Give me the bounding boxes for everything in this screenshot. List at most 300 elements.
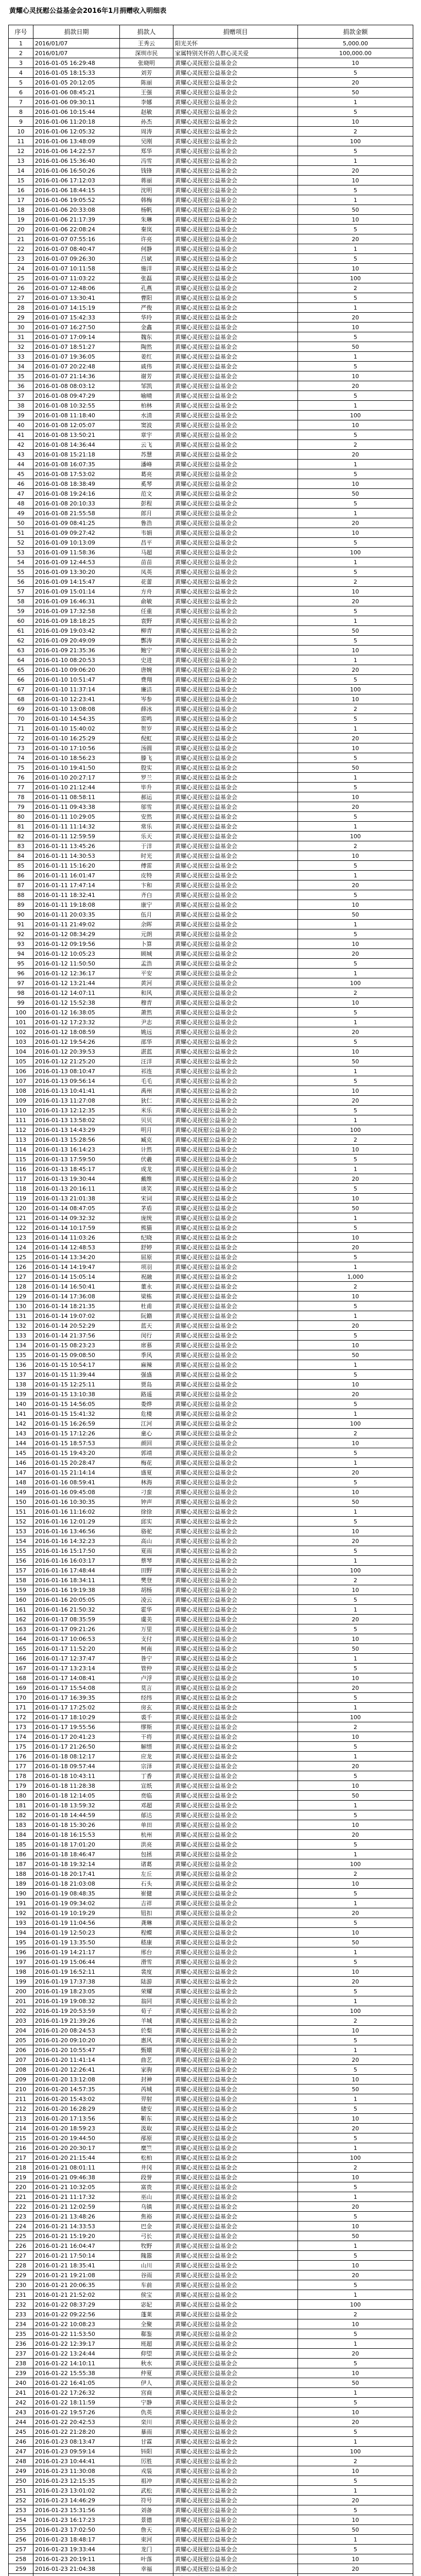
row-no-cell: 209	[9, 2075, 33, 2084]
row-no-cell: 18	[9, 205, 33, 215]
table-row	[9, 411, 413, 420]
row-date-cell: 2016-01-10 08:20:53	[33, 655, 120, 665]
row-no-cell: 228	[9, 2261, 33, 2270]
row-date-cell: 2016-01-16 19:19:38	[33, 1585, 120, 1595]
row-donor-cell: 龙门	[120, 2545, 173, 2554]
row-donor-cell: 侯宝	[120, 2290, 173, 2300]
row-date-cell: 2016-01-06 19:05:52	[33, 195, 120, 205]
table-row	[9, 2143, 413, 2153]
row-no-cell: 216	[9, 2143, 33, 2153]
row-no-cell: 239	[9, 2368, 33, 2378]
row-donor-cell: 谢芳	[120, 371, 173, 381]
row-date-cell: 2016-01-07 11:03:22	[33, 274, 120, 283]
table-row	[9, 274, 413, 283]
row-date-cell: 2016-01-08 18:38:49	[33, 479, 120, 489]
row-donor-cell: 施洋	[120, 264, 173, 274]
row-donor-cell: 左丘	[120, 1869, 173, 1879]
row-project-cell: 黄耀心灵抚慰公益基金会	[173, 1722, 298, 1732]
table-row	[9, 2496, 413, 2505]
row-date-cell: 2016-01-18 12:14:05	[33, 1791, 120, 1801]
row-amount-cell: 20	[298, 1977, 413, 1987]
table-row	[9, 1615, 413, 1624]
row-donor-cell: 郎月	[120, 509, 173, 518]
row-no-cell: 163	[9, 1624, 33, 1634]
row-date-cell: 2016-01-21 11:17:32	[33, 2192, 120, 2202]
row-no-cell: 103	[9, 1037, 33, 1047]
row-date-cell: 2016-01-12 09:19:56	[33, 939, 120, 949]
row-amount-cell: 1	[298, 2045, 413, 2055]
row-donor-cell: 卞和	[120, 880, 173, 890]
row-project-cell: 黄耀心灵抚慰公益基金会	[173, 450, 298, 460]
row-no-cell: 47	[9, 489, 33, 499]
row-no-cell: 176	[9, 1752, 33, 1761]
row-project-cell: 黄耀心灵抚慰公益基金会	[173, 626, 298, 636]
row-project-cell: 黄耀心灵抚慰公益基金会	[173, 783, 298, 792]
row-donor-cell: 云飞	[120, 440, 173, 450]
row-project-cell: 黄耀心灵抚慰公益基金会	[173, 2378, 298, 2388]
table-row	[9, 763, 413, 773]
row-date-cell: 2016-01-08 15:21:18	[33, 450, 120, 460]
row-donor-cell: 糜竺	[120, 2143, 173, 2153]
row-amount-cell: 100	[298, 2153, 413, 2163]
row-donor-cell: 宁静	[120, 2398, 173, 2408]
row-project-cell: 黄耀心灵抚慰公益基金会	[173, 489, 298, 499]
row-donor-cell: 巫山	[120, 2192, 173, 2202]
row-amount-cell: 1	[298, 2339, 413, 2349]
row-donor-cell: 羊城	[120, 2016, 173, 2026]
row-donor-cell: 费翔	[120, 675, 173, 685]
row-project-cell: 黄耀心灵抚慰公益基金会	[173, 1859, 298, 1869]
table-row	[9, 1018, 413, 1027]
row-date-cell: 2016-01-18 09:57:44	[33, 1761, 120, 1771]
row-date-cell: 2016-01-17 18:10:29	[33, 1713, 120, 1722]
row-donor-cell: 顾城	[120, 949, 173, 959]
row-date-cell: 2016-01-23 15:31:56	[33, 2505, 120, 2515]
row-donor-cell: 伍月	[120, 910, 173, 920]
row-project-cell: 黄耀心灵抚慰公益基金会	[173, 1947, 298, 1957]
row-project-cell: 黄耀心灵抚慰公益基金会	[173, 2182, 298, 2192]
row-donor-cell: 王强	[120, 88, 173, 97]
table-row	[9, 949, 413, 959]
table-row	[9, 1673, 413, 1683]
row-amount-cell: 50	[298, 1791, 413, 1801]
row-donor-cell: 邢台	[120, 1947, 173, 1957]
row-no-cell: 121	[9, 1213, 33, 1223]
row-date-cell: 2016-01-07 19:36:05	[33, 352, 120, 362]
row-no-cell: 171	[9, 1703, 33, 1713]
row-donor-cell: 滕飞	[120, 753, 173, 763]
row-project-cell: 黄耀心灵抚慰公益基金会	[173, 2133, 298, 2143]
table-row	[9, 1566, 413, 1575]
table-row	[9, 215, 413, 225]
row-project-cell: 黄耀心灵抚慰公益基金会	[173, 518, 298, 528]
row-project-cell: 黄耀心灵抚慰公益基金会	[173, 2006, 298, 2016]
row-no-cell: 257	[9, 2545, 33, 2554]
row-no-cell: 21	[9, 234, 33, 244]
row-project-cell: 黄耀心灵抚慰公益基金会	[173, 1399, 298, 1409]
row-project-cell	[173, 2574, 298, 2576]
table-row	[9, 1987, 413, 1996]
table-row	[9, 1438, 413, 1448]
table-row	[9, 283, 413, 293]
row-date-cell: 2016-01-21 21:52:02	[33, 2290, 120, 2300]
row-project-cell: 黄耀心灵抚慰公益基金会	[173, 2290, 298, 2300]
row-donor-cell: 明月	[120, 1125, 173, 1135]
row-date-cell: 2016-01-17 14:08:41	[33, 1673, 120, 1683]
row-amount-cell: 10	[298, 587, 413, 597]
table-row	[9, 1458, 413, 1468]
row-no-cell: 124	[9, 1243, 33, 1252]
table-row	[9, 499, 413, 509]
row-date-cell: 2016/01/07	[33, 39, 120, 48]
row-no-cell: 165	[9, 1644, 33, 1654]
row-no-cell: 154	[9, 1536, 33, 1546]
row-donor-cell: 熊猫	[120, 1223, 173, 1233]
row-amount-cell: 5	[298, 1037, 413, 1047]
row-date-cell: 2016-01-09 13:30:20	[33, 567, 120, 577]
row-no-cell: 120	[9, 1204, 33, 1213]
row-project-cell: 黄耀心灵抚慰公益基金会	[173, 832, 298, 841]
row-amount-cell: 100	[298, 1859, 413, 1869]
row-amount-cell: 1	[298, 1066, 413, 1076]
row-project-cell: 黄耀心灵抚慰公益基金会	[173, 1047, 298, 1057]
row-no-cell: 56	[9, 577, 33, 587]
row-donor-cell: 贝贝	[120, 1115, 173, 1125]
table-row	[9, 1341, 413, 1350]
row-project-cell: 黄耀心灵抚慰公益基金会	[173, 714, 298, 724]
row-amount-cell: 1	[298, 969, 413, 978]
table-row	[9, 2084, 413, 2094]
table-row	[9, 2231, 413, 2241]
row-amount-cell: 5	[298, 861, 413, 871]
row-donor-cell: 梅花	[120, 1458, 173, 1468]
row-donor-cell: 仰望	[120, 2349, 173, 2359]
row-no-cell: 11	[9, 137, 33, 146]
table-row	[9, 636, 413, 646]
row-donor-cell: 滑雪	[120, 1957, 173, 1967]
row-project-cell: 黄耀心灵抚慰公益基金会	[173, 2349, 298, 2359]
table-row	[9, 2006, 413, 2016]
row-amount-cell: 20	[298, 1761, 413, 1771]
row-no-cell: 31	[9, 332, 33, 342]
row-project-cell: 黄耀心灵抚慰公益基金会	[173, 117, 298, 127]
row-date-cell: 2016-01-06 21:17:39	[33, 215, 120, 225]
row-date-cell: 2016-01-06 10:15:44	[33, 107, 120, 117]
row-date-cell: 2016-01-14 18:21:35	[33, 1301, 120, 1311]
table-row	[9, 969, 413, 978]
row-date-cell: 2016-01-18 10:43:11	[33, 1771, 120, 1781]
row-donor-cell: 方舟	[120, 587, 173, 597]
row-donor-cell: 栾川	[120, 2417, 173, 2427]
row-donor-cell: 翁同	[120, 1996, 173, 2006]
row-amount-cell: 5	[298, 1399, 413, 1409]
row-amount-cell: 20	[298, 1908, 413, 1918]
row-project-cell: 黄耀心灵抚慰公益基金会	[173, 704, 298, 714]
row-donor-cell: 柏林	[120, 401, 173, 411]
table-row	[9, 1830, 413, 1840]
row-no-cell: 125	[9, 1252, 33, 1262]
row-date-cell: 2016-01-06 22:08:24	[33, 225, 120, 234]
row-donor-cell: 酆涛	[120, 636, 173, 646]
table-row	[9, 753, 413, 763]
row-project-cell: 黄耀心灵抚慰公益基金会	[173, 2398, 298, 2408]
row-date-cell: 2016-01-23 16:17:23	[33, 2515, 120, 2525]
table-row	[9, 107, 413, 117]
row-donor-cell: 殷实	[120, 763, 173, 773]
row-no-cell: 175	[9, 1742, 33, 1752]
row-donor-cell: 昝宁	[120, 1654, 173, 1664]
row-project-cell: 黄耀心灵抚慰公益基金会	[173, 234, 298, 244]
table-row	[9, 1752, 413, 1761]
row-amount-cell: 1	[298, 244, 413, 254]
row-donor-cell: 符号	[120, 2496, 173, 2505]
row-project-cell: 黄耀心灵抚慰公益基金会	[173, 851, 298, 861]
row-project-cell: 黄耀心灵抚慰公益基金会	[173, 2280, 298, 2290]
table-row	[9, 2554, 413, 2564]
table-row	[9, 1106, 413, 1115]
row-no-cell: 91	[9, 920, 33, 929]
table-row	[9, 2564, 413, 2574]
row-date-cell: 2016-01-20 19:44:50	[33, 2133, 120, 2143]
row-project-cell: 黄耀心灵抚慰公益基金会	[173, 1301, 298, 1311]
row-amount-cell: 5	[298, 2036, 413, 2045]
row-project-cell: 黄耀心灵抚慰公益基金会	[173, 2055, 298, 2065]
row-donor-cell: 林海	[120, 1478, 173, 1487]
row-no-cell: 3	[9, 58, 33, 68]
table-row	[9, 2094, 413, 2104]
table-row	[9, 88, 413, 97]
row-no-cell: 220	[9, 2182, 33, 2192]
table-row	[9, 1448, 413, 1458]
row-no-cell: 36	[9, 381, 33, 391]
row-date-cell: 2016-01-07 10:11:58	[33, 264, 120, 274]
row-donor-cell: 牧野	[120, 2241, 173, 2251]
row-donor-cell: 乐天	[120, 832, 173, 841]
row-donor-cell: 山川	[120, 2261, 173, 2270]
row-date-cell: 2016-01-14 15:05:14	[33, 1272, 120, 1282]
row-project-cell: 黄耀心灵抚慰公益基金会	[173, 1497, 298, 1507]
row-no-cell: 170	[9, 1693, 33, 1703]
row-date-cell: 2016-01-08 13:50:21	[33, 430, 120, 440]
table-row	[9, 381, 413, 391]
row-no-cell: 105	[9, 1057, 33, 1066]
row-date-cell: 2016-01-14 14:19:47	[33, 1262, 120, 1272]
row-no-cell: 159	[9, 1585, 33, 1595]
row-project-cell: 黄耀心灵抚慰公益基金会	[173, 2564, 298, 2574]
table-row	[9, 597, 413, 606]
row-date-cell: 2016-01-17 10:06:53	[33, 1634, 120, 1644]
row-no-cell: 98	[9, 988, 33, 998]
header-amount: 捐款金额	[298, 25, 413, 39]
row-amount-cell: 1	[298, 156, 413, 166]
row-donor-cell: 张磊	[120, 274, 173, 283]
row-donor-cell: 芮城	[120, 2084, 173, 2094]
row-date-cell: 2016-01-09 12:44:53	[33, 557, 120, 567]
row-donor-cell: 伊人	[120, 2378, 173, 2388]
row-amount-cell: 5	[298, 2212, 413, 2222]
row-project-cell: 黄耀心灵抚慰公益基金会	[173, 313, 298, 323]
table-row	[9, 146, 413, 156]
row-donor-cell: 花蕾	[120, 577, 173, 587]
row-no-cell: 190	[9, 1889, 33, 1899]
table-row	[9, 890, 413, 900]
row-donor-cell: 姜红	[120, 352, 173, 362]
row-date-cell: 2016-01-11 11:14:32	[33, 822, 120, 832]
table-row	[9, 2417, 413, 2427]
row-amount-cell: 5	[298, 1008, 413, 1018]
row-project-cell: 黄耀心灵抚慰公益基金会	[173, 2319, 298, 2329]
row-donor-cell: 郭靖	[120, 1448, 173, 1458]
row-no-cell: 61	[9, 626, 33, 636]
table-row	[9, 841, 413, 851]
row-donor-cell: 弓长	[120, 2231, 173, 2241]
row-no-cell: 17	[9, 195, 33, 205]
row-date-cell: 2016-01-10 21:12:44	[33, 783, 120, 792]
row-donor-cell: 安然	[120, 812, 173, 822]
row-project-cell: 黄耀心灵抚慰公益基金会	[173, 2456, 298, 2466]
row-project-cell: 黄耀心灵抚慰公益基金会	[173, 1341, 298, 1350]
row-no-cell: 196	[9, 1947, 33, 1957]
row-amount-cell: 1	[298, 1262, 413, 1272]
row-no-cell: 97	[9, 978, 33, 988]
table-row	[9, 1742, 413, 1752]
row-project-cell: 黄耀心灵抚慰公益基金会	[173, 597, 298, 606]
row-donor-cell: 蓝天	[120, 1321, 173, 1331]
table-row	[9, 293, 413, 303]
row-amount-cell: 20	[298, 1830, 413, 1840]
row-date-cell: 2016-01-22 14:10:11	[33, 2359, 120, 2368]
row-donor-cell: 王秀云	[120, 39, 173, 48]
row-no-cell: 75	[9, 763, 33, 773]
row-donor-cell: 席慕	[120, 1341, 173, 1350]
row-no-cell: 129	[9, 1292, 33, 1301]
row-donor-cell: 龚琳	[120, 1918, 173, 1928]
row-project-cell: 黄耀心灵抚慰公益基金会	[173, 1262, 298, 1272]
row-project-cell: 黄耀心灵抚慰公益基金会	[173, 1840, 298, 1850]
table-row	[9, 1164, 413, 1174]
row-project-cell: 黄耀心灵抚慰公益基金会	[173, 1996, 298, 2006]
table-row	[9, 655, 413, 665]
row-amount-cell: 10	[298, 1967, 413, 1977]
row-donor-cell: 干将	[120, 1732, 173, 1742]
row-amount-cell: 10	[298, 2515, 413, 2525]
row-no-cell: 211	[9, 2094, 33, 2104]
table-row	[9, 557, 413, 567]
row-project-cell: 黄耀心灵抚慰公益基金会	[173, 646, 298, 655]
table-row	[9, 920, 413, 929]
row-amount-cell: 5	[298, 1478, 413, 1487]
row-no-cell: 194	[9, 1928, 33, 1938]
row-donor-cell: 舒婷	[120, 1243, 173, 1252]
row-amount-cell: 20	[298, 2202, 413, 2212]
page-title: 黄耀心灵抚慰公益基金会2016年1月捐赠收入明细表	[9, 7, 167, 15]
table-row	[9, 1311, 413, 1321]
row-no-cell: 183	[9, 1820, 33, 1830]
row-project-cell: 黄耀心灵抚慰公益基金会	[173, 2339, 298, 2349]
row-no-cell: 80	[9, 812, 33, 822]
row-project-cell: 黄耀心灵抚慰公益基金会	[173, 734, 298, 743]
row-date-cell: 2016-01-15 16:26:59	[33, 1419, 120, 1429]
row-date-cell: 2016-01-10 11:37:14	[33, 685, 120, 694]
row-date-cell: 2016-01-11 09:43:38	[33, 802, 120, 812]
row-amount-cell: 1	[298, 2388, 413, 2398]
row-no-cell: 86	[9, 871, 33, 880]
row-donor-cell: 李娜	[120, 97, 173, 107]
row-donor-cell: 于洋	[120, 841, 173, 851]
row-amount-cell: 10	[298, 2261, 413, 2270]
row-amount-cell: 5	[298, 68, 413, 78]
row-project-cell: 黄耀心灵抚慰公益基金会	[173, 636, 298, 646]
row-no-cell: 178	[9, 1771, 33, 1781]
row-no-cell: 96	[9, 969, 33, 978]
row-no-cell: 101	[9, 1018, 33, 1027]
row-project-cell: 黄耀心灵抚慰公益基金会	[173, 2447, 298, 2456]
row-no-cell: 93	[9, 939, 33, 949]
row-no-cell: 195	[9, 1938, 33, 1947]
row-amount-cell: 5	[298, 538, 413, 548]
table-row	[9, 176, 413, 185]
table-row	[9, 1292, 413, 1301]
row-no-cell: 242	[9, 2398, 33, 2408]
row-no-cell: 84	[9, 851, 33, 861]
row-date-cell: 2016-01-15 14:56:05	[33, 1399, 120, 1409]
row-donor-cell: 喻晴	[120, 391, 173, 401]
row-amount-cell: 100	[298, 2447, 413, 2456]
row-no-cell: 115	[9, 1155, 33, 1164]
table-row	[9, 2486, 413, 2496]
row-amount-cell: 5	[298, 1889, 413, 1899]
row-date-cell: 2016-01-13 20:16:11	[33, 1184, 120, 1194]
table-row	[9, 538, 413, 548]
table-row	[9, 156, 413, 166]
row-donor-cell: 叶落	[120, 2554, 173, 2564]
row-amount-cell: 10	[298, 743, 413, 753]
row-date-cell: 2016-01-17 09:21:26	[33, 1624, 120, 1634]
table-row	[9, 2114, 413, 2124]
row-date-cell: 2016-01-22 10:08:23	[33, 2319, 120, 2329]
row-donor-cell: 荀子	[120, 2006, 173, 2016]
row-donor-cell: 邹凯	[120, 381, 173, 391]
table-row	[9, 900, 413, 910]
row-donor-cell: 华玲	[120, 313, 173, 323]
row-project-cell: 黄耀心灵抚慰公益基金会	[173, 2437, 298, 2447]
row-project-cell: 黄耀心灵抚慰公益基金会	[173, 2114, 298, 2124]
row-amount-cell: 100	[298, 685, 413, 694]
row-amount-cell: 10	[298, 1781, 413, 1791]
row-donor-cell: 贾岛	[120, 1380, 173, 1389]
row-no-cell: 204	[9, 2026, 33, 2036]
row-amount-cell: 10	[298, 2554, 413, 2564]
header-project: 捐赠项目	[173, 25, 298, 39]
row-donor-cell: 朱琳	[120, 215, 173, 225]
row-amount-cell: 5	[298, 499, 413, 509]
row-no-cell: 186	[9, 1850, 33, 1859]
row-date-cell: 2016-01-07 07:55:16	[33, 234, 120, 244]
row-amount-cell: 10	[298, 117, 413, 127]
row-no-cell: 92	[9, 929, 33, 939]
row-project-cell: 黄耀心灵抚慰公益基金会	[173, 685, 298, 694]
row-amount-cell: 20	[298, 313, 413, 323]
row-project-cell: 黄耀心灵抚慰公益基金会	[173, 1566, 298, 1575]
table-row	[9, 2133, 413, 2143]
row-no-cell: 33	[9, 352, 33, 362]
row-project-cell: 黄耀心灵抚慰公益基金会	[173, 538, 298, 548]
row-date-cell: 2016-01-09 18:18:25	[33, 616, 120, 626]
row-donor-cell: 裴度	[120, 1967, 173, 1977]
row-donor-cell: 毛毛	[120, 1076, 173, 1086]
row-amount-cell: 10	[298, 2026, 413, 2036]
row-no-cell: 236	[9, 2339, 33, 2349]
